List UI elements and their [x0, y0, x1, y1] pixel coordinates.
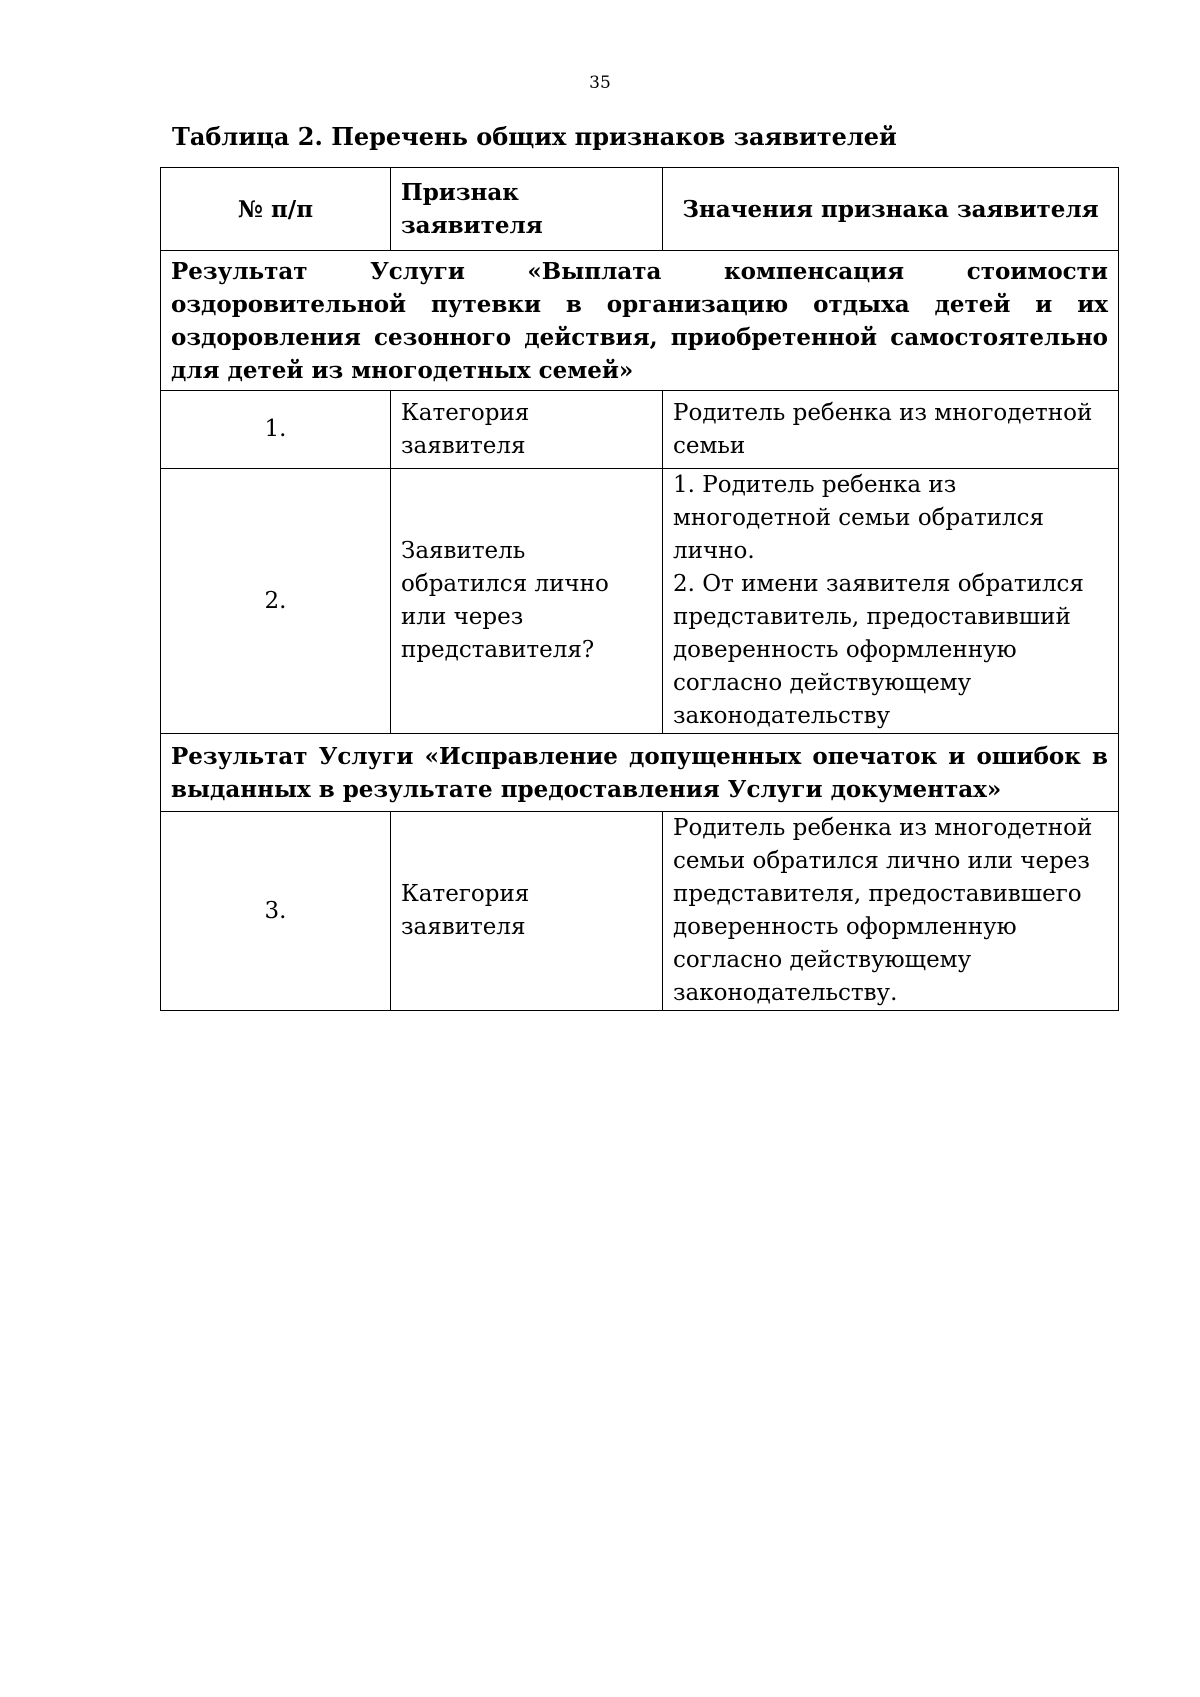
- row-number: 1.: [161, 391, 391, 469]
- table-row: [161, 812, 1119, 1011]
- row-sign: Категория заявителя: [391, 812, 663, 1011]
- value-line: Родитель ребенка из многодетной семьи обратился лично или через представителя, предоставившего доверенность оформленную согласно действующему законодательству.: [673, 815, 1093, 1006]
- value-line: 1. Родитель ребенка из многодетной семьи обратился лично.: [673, 472, 1045, 564]
- page-number: 35: [589, 73, 611, 93]
- value-line: 2. От имени заявителя обратился представитель, предоставивший доверенность оформленную согласно действующему законодательству: [673, 571, 1084, 729]
- row-value: [663, 469, 1119, 734]
- header-number: № п/п: [161, 168, 391, 251]
- section-title: Результат Услуги «Исправление допущенных опечаток и ошибок в выданных в результате предоставления Услуги документах»: [161, 734, 1119, 812]
- section-row: [161, 734, 1119, 812]
- section-title: Результат Услуги «Выплата компенсация стоимости оздоровительной путевки в организацию отдыха детей и их оздоровления сезонного действия, приобретенной самостоятельно для детей из многодетных семей»: [161, 251, 1119, 391]
- row-value: [663, 391, 1119, 469]
- row-sign: Категория заявителя: [391, 391, 663, 469]
- table-caption: Таблица 2. Перечень общих признаков заявителей: [172, 122, 897, 151]
- row-value: [663, 812, 1119, 1011]
- table-row: [161, 391, 1119, 469]
- table-header-row: [161, 168, 1119, 251]
- row-number: 2.: [161, 469, 391, 734]
- row-sign: Заявитель обратился лично или через представителя?: [391, 469, 663, 734]
- header-values: Значения признака заявителя: [663, 168, 1119, 251]
- row-number: 3.: [161, 812, 391, 1011]
- value-line: Родитель ребенка из многодетной семьи: [673, 399, 1093, 459]
- section-row: [161, 251, 1119, 391]
- table-row: [161, 469, 1119, 734]
- applicant-signs-table: [160, 167, 1119, 1011]
- header-sign: Признак заявителя: [391, 168, 663, 251]
